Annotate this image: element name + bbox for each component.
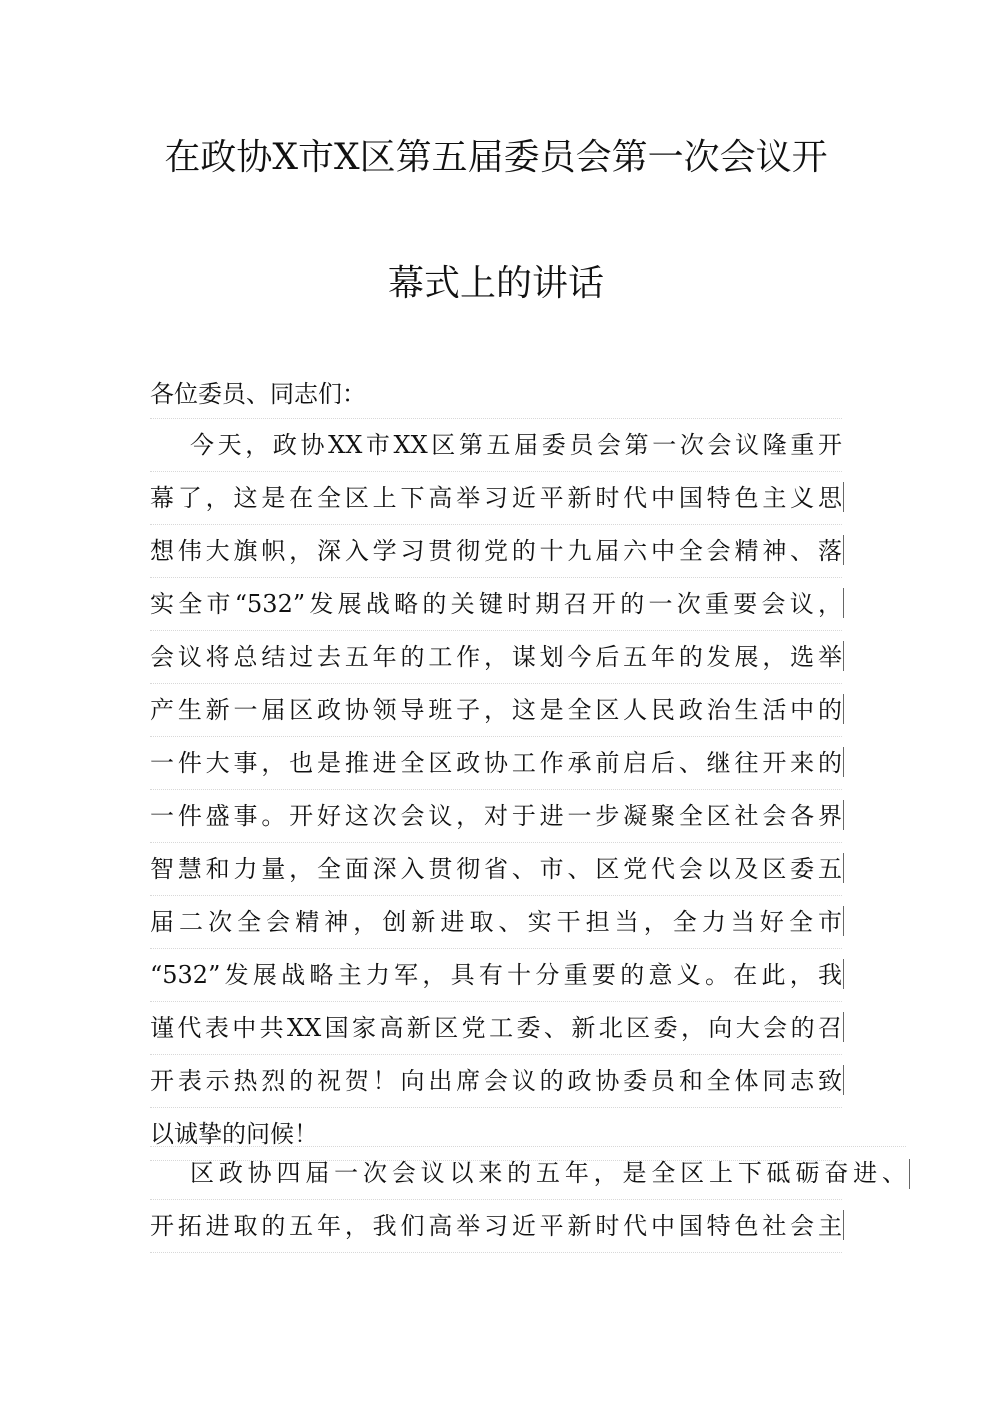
paragraph-line: “532”发展战略主力军，具有十分重要的意义。在此，我: [150, 948, 842, 1001]
paragraph-line: 届二次全会精神，创新进取、实干担当，全力当好全市: [150, 895, 842, 948]
paragraph-line: 智慧和力量，全面深入贯彻省、市、区党代会以及区委五: [150, 842, 842, 895]
paragraph-line: 一件盛事。开好这次会议，对于进一步凝聚全区社会各界: [150, 789, 842, 842]
paragraph-line: 一件大事，也是推进全区政协工作承前启后、继往开来的: [150, 736, 842, 789]
paragraph-line: 今天，政协XX市XX区第五届委员会第一次会议隆重开: [150, 418, 842, 471]
paragraph-line: 开拓进取的五年，我们高举习近平新时代中国特色社会主: [150, 1199, 842, 1252]
paragraph-line: 实全市“532”发展战略的关键时期召开的一次重要会议，: [150, 577, 842, 630]
paragraph-2: [150, 1146, 906, 1253]
paragraph-line: 开表示热烈的祝贺！向出席会议的政协委员和全体同志致: [150, 1054, 842, 1107]
paragraph-line: 区政协四届一次会议以来的五年，是全区上下砥砺奋进、: [150, 1146, 906, 1199]
paragraph-line: 产生新一届区政协领导班子，这是全区人民政治生活中的: [150, 683, 842, 736]
paragraph-line: 以诚挚的问候！: [150, 1107, 842, 1160]
salutation: 各位委员、同志们：: [150, 380, 366, 408]
paragraph-line: 想伟大旗帜，深入学习贯彻党的十九届六中全会精神、落: [150, 524, 842, 577]
paragraph-bottom-rule: [150, 1252, 842, 1253]
paragraph-line: 幕了，这是在全区上下高举习近平新时代中国特色主义思: [150, 471, 842, 524]
paragraph-line: 会议将总结过去五年的工作，谋划今后五年的发展，选举: [150, 630, 842, 683]
document-title-line-1: 在政协X市X区第五届委员会第一次会议开: [164, 137, 828, 178]
paragraph-line: 谨代表中共XX国家高新区党工委、新北区委，向大会的召: [150, 1001, 842, 1054]
paragraph-1: [150, 418, 842, 1161]
document-title-line-2: 幕式上的讲话: [387, 263, 604, 304]
